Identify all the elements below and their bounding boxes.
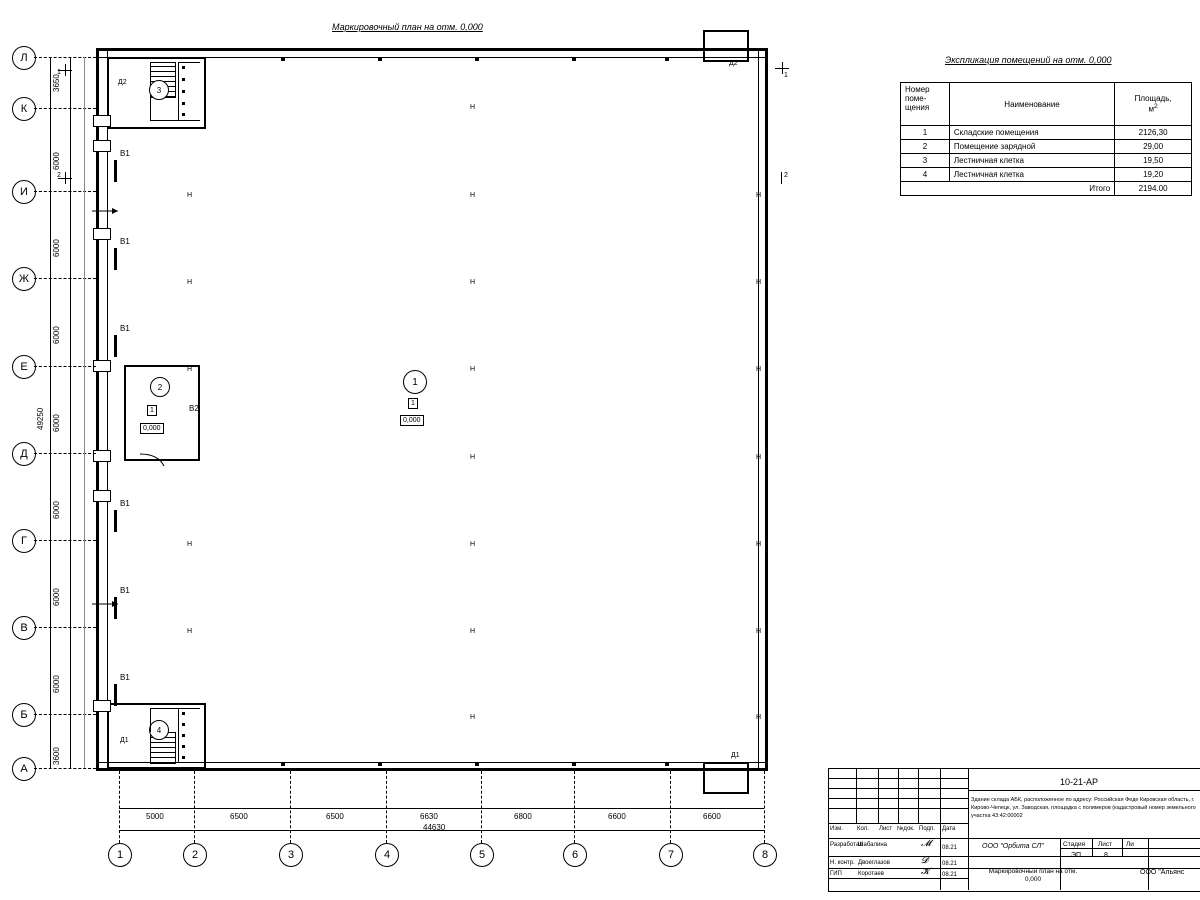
axis-line-i bbox=[34, 191, 96, 192]
axis-line-zh bbox=[34, 278, 96, 279]
mark-n: Н bbox=[756, 279, 762, 286]
stamp-description: Здание склада АБК, расположенное по адресу: Российская Феде Кировская область, г. Кирово-Чепецк, ул. Заводская, площадка с полимеров (кадастровый номер земельного участка 43:42:00002 bbox=[971, 797, 1196, 819]
stamp-stage-value: ЭП bbox=[1071, 852, 1082, 859]
table-row bbox=[901, 154, 1192, 168]
dim-bottom-total: 44630 bbox=[423, 823, 446, 832]
door-swing-room2 bbox=[140, 452, 168, 468]
axis-line-b bbox=[34, 714, 96, 715]
mark-n: Н bbox=[756, 366, 762, 373]
room-4-number: 4 bbox=[149, 720, 169, 740]
stamp-grid-h-header bbox=[828, 823, 968, 824]
dim-chain-vertical-outer bbox=[50, 57, 51, 768]
mark-n: Н bbox=[187, 366, 193, 373]
plan-title: Маркировочный план на отм. 0,000 bbox=[332, 22, 483, 32]
column-marker bbox=[281, 762, 285, 766]
stamp-date-2: 08.21 bbox=[942, 861, 958, 867]
dim-left-6000-5: 6000 bbox=[52, 501, 61, 519]
mark-n: Н bbox=[756, 541, 762, 548]
header-room-area: Площадь, $м^2$ bbox=[1115, 83, 1192, 126]
room4-detail-1 bbox=[178, 708, 179, 762]
axis-line-7 bbox=[670, 771, 671, 843]
header-room-number: Номер поме- щения bbox=[901, 83, 950, 126]
axis-line-k bbox=[34, 108, 96, 109]
stamp-name-3: Коротаев bbox=[858, 871, 884, 877]
room-area: 19,50 bbox=[1115, 154, 1192, 168]
axis-line-d bbox=[34, 453, 96, 454]
door-label-d2-top: Д2 bbox=[729, 60, 738, 67]
room-number: 1 bbox=[901, 126, 950, 140]
mark-n: Н bbox=[187, 628, 193, 635]
wall-opening bbox=[93, 490, 111, 502]
room4-detail-2 bbox=[150, 708, 200, 709]
window-label-b1: В1 bbox=[120, 237, 130, 246]
window-label-b1: В1 bbox=[120, 324, 130, 333]
room-3-number: 3 bbox=[149, 80, 169, 100]
mark-n: Н bbox=[470, 541, 476, 548]
dim-chain-vertical-inner bbox=[84, 57, 85, 768]
stamp-role-1: Разработал bbox=[830, 842, 863, 848]
signature-2: 𝓓 bbox=[921, 855, 928, 865]
column-marker bbox=[665, 57, 669, 61]
column-dot bbox=[182, 756, 185, 759]
axis-circle-e: Е bbox=[12, 355, 36, 379]
column-marker bbox=[572, 57, 576, 61]
table-header-row bbox=[901, 83, 1192, 126]
column-marker bbox=[281, 57, 285, 61]
room-area: 29,00 bbox=[1115, 140, 1192, 154]
mark-n: Н bbox=[470, 366, 476, 373]
axis-line-6 bbox=[574, 771, 575, 843]
window-b1 bbox=[114, 248, 117, 270]
dim-bottom-5000: 5000 bbox=[146, 812, 164, 821]
room-name: Помещение зарядной bbox=[949, 140, 1114, 154]
window-label-b1: В1 bbox=[120, 149, 130, 158]
window-label-b1: В1 bbox=[120, 586, 130, 595]
column-marker bbox=[475, 57, 479, 61]
dim-left-3600: 3600 bbox=[52, 747, 61, 765]
stamp-col-izm: Изм. bbox=[830, 826, 843, 832]
section-mark-1-left-tick bbox=[65, 64, 66, 76]
stamp-col-list: Лист bbox=[879, 826, 893, 832]
axis-circle-6: 6 bbox=[563, 843, 587, 867]
column-marker bbox=[665, 762, 669, 766]
specification-table bbox=[900, 82, 1192, 196]
window-label-b2: В2 bbox=[189, 404, 199, 413]
axis-circle-v: В bbox=[12, 616, 36, 640]
door-label-d1-left: Д1 bbox=[120, 737, 129, 744]
window-label-b1: В1 bbox=[120, 673, 130, 682]
axis-circle-g: Г bbox=[12, 529, 36, 553]
wall-opening bbox=[93, 450, 111, 462]
axis-circle-d: Д bbox=[12, 442, 36, 466]
door-label-d1-bottom: Д1 bbox=[731, 752, 740, 759]
stamp-name-2: Двоеглазов bbox=[858, 860, 890, 866]
room3-detail-3 bbox=[150, 120, 200, 121]
mark-n: Н bbox=[187, 279, 193, 286]
room-1-level-mark: 1 bbox=[408, 398, 418, 409]
axis-circle-2: 2 bbox=[183, 843, 207, 867]
axis-line-l bbox=[34, 57, 96, 58]
axis-circle-i: И bbox=[12, 180, 36, 204]
window-b1 bbox=[114, 510, 117, 532]
dim-left-total: 49250 bbox=[36, 407, 45, 430]
stamp-stage-v2 bbox=[1122, 838, 1123, 856]
dim-left-6000-2: 6000 bbox=[52, 239, 61, 257]
wall-opening bbox=[93, 700, 111, 712]
dim-bottom-6600-2: 6600 bbox=[703, 812, 721, 821]
stamp-name-1: Шабалина bbox=[858, 842, 887, 848]
total-label: Итого bbox=[949, 182, 1114, 196]
stamp-role-3: ГИП bbox=[830, 871, 842, 877]
door-label-d2-left: Д2 bbox=[118, 79, 127, 86]
stamp-client: ООО "Альянс bbox=[1140, 869, 1185, 876]
wall-right bbox=[765, 48, 768, 771]
mark-n: Н bbox=[470, 192, 476, 199]
mark-n: Н bbox=[187, 192, 193, 199]
room-area: 19,20 bbox=[1115, 168, 1192, 182]
stamp-sheets-label: Ли bbox=[1126, 841, 1134, 848]
axis-line-a bbox=[34, 768, 96, 769]
column-marker bbox=[378, 57, 382, 61]
stamp-stage-h bbox=[968, 838, 1200, 839]
stamp-grid-h bbox=[828, 856, 1200, 857]
stamp-list-label: Лист bbox=[1098, 841, 1113, 848]
column-marker bbox=[572, 762, 576, 766]
column-dot bbox=[182, 734, 185, 737]
axis-circle-7: 7 bbox=[659, 843, 683, 867]
door-block-d2-top bbox=[703, 30, 749, 62]
axis-line-2 bbox=[194, 771, 195, 843]
axis-circle-1: 1 bbox=[108, 843, 132, 867]
room-1-number: 1 bbox=[403, 370, 427, 394]
room-1-level: 0,000 bbox=[400, 415, 424, 426]
axis-line-5 bbox=[481, 771, 482, 843]
room3-detail-1 bbox=[178, 62, 200, 63]
section-mark-1-right-tick bbox=[782, 62, 783, 74]
dim-left-6000-1: 6000 bbox=[52, 152, 61, 170]
room-name: Лестничная клетка bbox=[949, 168, 1114, 182]
axis-line-3 bbox=[290, 771, 291, 843]
stamp-grid-v bbox=[940, 768, 941, 890]
dim-left-6000-3: 6000 bbox=[52, 326, 61, 344]
dim-left-6000-4: 6000 bbox=[52, 414, 61, 432]
window-b1 bbox=[114, 335, 117, 357]
column-marker bbox=[378, 762, 382, 766]
mark-n: Н bbox=[756, 192, 762, 199]
stamp-grid-h bbox=[828, 838, 968, 839]
wall-opening bbox=[93, 140, 111, 152]
dim-bottom-6800: 6800 bbox=[514, 812, 532, 821]
window-b1 bbox=[114, 684, 117, 706]
room-2-level-mark: 1 bbox=[147, 405, 157, 416]
door-block-d1-bottom bbox=[703, 762, 749, 794]
mark-n: Н bbox=[756, 714, 762, 721]
stamp-col-podp: Подп. bbox=[919, 826, 935, 832]
window-b1 bbox=[114, 160, 117, 182]
stamp-code: 10-21-АР bbox=[1060, 777, 1099, 787]
table-total-row bbox=[901, 182, 1192, 196]
signature-3: 𝓚 bbox=[921, 866, 930, 876]
axis-circle-3: 3 bbox=[279, 843, 303, 867]
wall-top bbox=[96, 48, 768, 51]
column-dot bbox=[182, 723, 185, 726]
room-area: 2126,30 bbox=[1115, 126, 1192, 140]
mark-n: Н bbox=[470, 454, 476, 461]
dim-bottom-6600-1: 6600 bbox=[608, 812, 626, 821]
room3-detail-4 bbox=[150, 96, 151, 120]
axis-circle-b: Б bbox=[12, 703, 36, 727]
room-2-number: 2 bbox=[150, 377, 170, 397]
section-label-2-right: 2 bbox=[784, 172, 788, 179]
room-name: Складские помещения bbox=[949, 126, 1114, 140]
stamp-grid-h bbox=[828, 788, 968, 789]
stamp-grid-h bbox=[828, 798, 968, 799]
axis-circle-4: 4 bbox=[375, 843, 399, 867]
column-dot bbox=[182, 78, 185, 81]
mark-n: Н bbox=[470, 714, 476, 721]
column-dot bbox=[182, 712, 185, 715]
stamp-date-3: 08.21 bbox=[942, 872, 958, 878]
dim-bottom-6500-1: 6500 bbox=[230, 812, 248, 821]
room-2-level: 0,000 bbox=[140, 423, 164, 434]
column-dot bbox=[182, 745, 185, 748]
stamp-line-1 bbox=[968, 790, 1200, 791]
stamp-company: ООО "Орбита СЛ" bbox=[982, 843, 1044, 850]
room3-detail-2 bbox=[178, 62, 179, 120]
section-mark-2-left-tick bbox=[65, 172, 66, 184]
mark-n: Н bbox=[187, 541, 193, 548]
room-name: Лестничная клетка bbox=[949, 154, 1114, 168]
dim-bottom-6630: 6630 bbox=[420, 812, 438, 821]
wall-opening bbox=[93, 115, 111, 127]
axis-line-v bbox=[34, 627, 96, 628]
section-label-2-left: 2 bbox=[57, 172, 61, 179]
stamp-grid-h bbox=[828, 808, 968, 809]
column-dot bbox=[182, 113, 185, 116]
total-value: 2194.00 bbox=[1115, 182, 1192, 196]
room-number: 3 bbox=[901, 154, 950, 168]
mark-n: Н bbox=[470, 279, 476, 286]
dim-chain-horizontal bbox=[119, 808, 764, 809]
dim-left-6000-6: 6000 bbox=[52, 588, 61, 606]
dim-left-6000-7: 6000 bbox=[52, 675, 61, 693]
stamp-grid-v bbox=[968, 768, 969, 890]
column-dot bbox=[182, 66, 185, 69]
column-dot bbox=[182, 90, 185, 93]
dim-chain-vertical bbox=[70, 57, 71, 768]
stamp-sheet-title: Маркировочный план на отм. 0,000 bbox=[988, 868, 1078, 883]
axis-circle-5: 5 bbox=[470, 843, 494, 867]
spec-title: Экспликация помещений на отм. 0,000 bbox=[945, 55, 1112, 65]
axis-line-1 bbox=[119, 771, 120, 843]
stamp-grid-v bbox=[856, 768, 857, 823]
stamp-grid-v bbox=[918, 768, 919, 823]
mark-n: Н bbox=[756, 628, 762, 635]
section-mark-2-right-tick bbox=[781, 172, 782, 184]
stamp-col-data: Дата bbox=[942, 826, 956, 832]
stamp-role-2: Н. контр. bbox=[830, 860, 855, 866]
entrance-arrow bbox=[92, 598, 122, 610]
entrance-arrow bbox=[92, 205, 122, 217]
axis-circle-a: А bbox=[12, 757, 36, 781]
stamp-grid-h bbox=[828, 778, 968, 779]
section-label-1-right: 1 bbox=[784, 72, 788, 79]
table-row bbox=[901, 140, 1192, 154]
axis-circle-k: К bbox=[12, 97, 36, 121]
stamp-stage-label: Стадия bbox=[1063, 841, 1086, 848]
stamp-col-kol: Кол. bbox=[857, 826, 869, 832]
column-dot bbox=[182, 102, 185, 105]
room-number: 4 bbox=[901, 168, 950, 182]
table-row bbox=[901, 126, 1192, 140]
room-number: 2 bbox=[901, 140, 950, 154]
wall-left bbox=[96, 48, 99, 771]
axis-line-4 bbox=[386, 771, 387, 843]
stamp-grid-v bbox=[898, 768, 899, 823]
axis-line-8 bbox=[764, 771, 765, 843]
section-label-1-left: 1 bbox=[57, 69, 61, 76]
mark-n: Н bbox=[470, 104, 476, 111]
stamp-col-ndok: №док. bbox=[897, 826, 915, 832]
stamp-stage-v3 bbox=[1148, 838, 1149, 890]
column-marker bbox=[475, 762, 479, 766]
axis-line-g bbox=[34, 540, 96, 541]
mark-n: Н bbox=[470, 628, 476, 635]
window-label-b1: В1 bbox=[120, 499, 130, 508]
dim-bottom-6500-2: 6500 bbox=[326, 812, 344, 821]
stamp-grid-v bbox=[878, 768, 879, 823]
wall-left-inner bbox=[107, 51, 108, 768]
axis-circle-l: Л bbox=[12, 46, 36, 70]
axis-line-e bbox=[34, 366, 96, 367]
signature-1: 𝓜 bbox=[921, 838, 932, 848]
header-room-name: Наименование bbox=[949, 83, 1114, 126]
axis-circle-8: 8 bbox=[753, 843, 777, 867]
stamp-date-1: 08.21 bbox=[942, 845, 958, 851]
dim-left-3650: 3650 bbox=[52, 74, 61, 92]
stamp-list-value: 8 bbox=[1104, 852, 1108, 859]
room4-detail-3 bbox=[150, 708, 151, 732]
axis-circle-zh: Ж bbox=[12, 267, 36, 291]
mark-n: Н bbox=[756, 454, 762, 461]
wall-opening bbox=[93, 228, 111, 240]
wall-right-inner bbox=[756, 51, 762, 768]
stamp-stage-v1 bbox=[1092, 838, 1093, 856]
table-row bbox=[901, 168, 1192, 182]
total-spacer bbox=[901, 182, 950, 196]
